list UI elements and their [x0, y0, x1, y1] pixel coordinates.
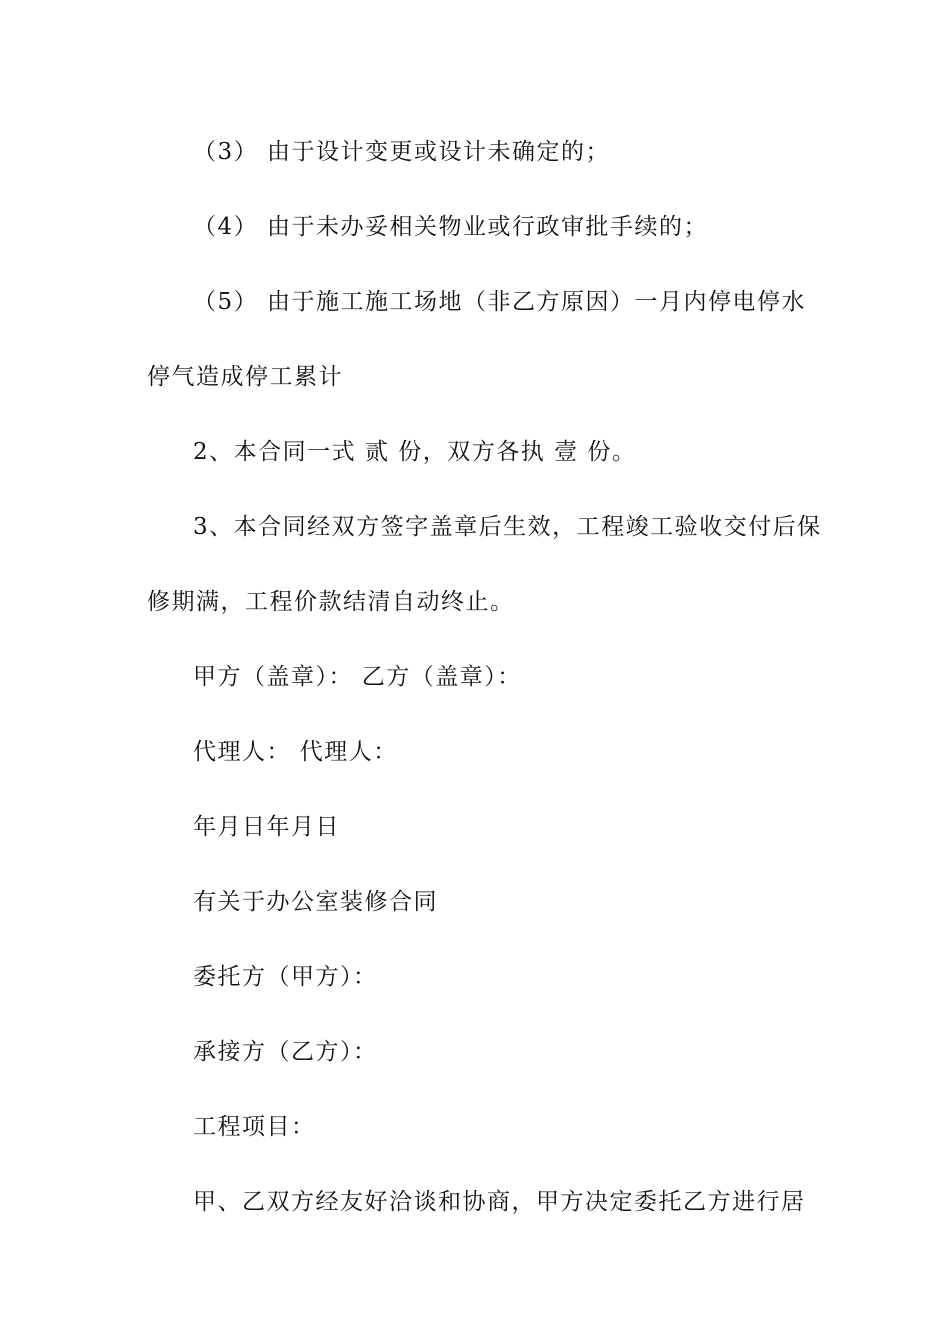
- contractor-party-field: 承接方（乙方）：: [193, 1039, 378, 1065]
- clause-item-5-continuation: 停气造成停工累计: [147, 364, 343, 390]
- clause-item-4: （4） 由于未办妥相关物业或行政审批手续的；: [193, 214, 708, 240]
- client-party-field: 委托方（甲方）：: [193, 964, 378, 990]
- clause-item-3: （3） 由于设计变更或设计未确定的；: [193, 139, 610, 165]
- party-seal-line: 甲方（盖章）： 乙方（盖章）：: [193, 664, 522, 690]
- clause-item-5: （5） 由于施工施工场地（非乙方原因）一月内停电停水: [193, 289, 806, 315]
- date-line: 年月日年月日: [193, 814, 340, 840]
- contract-title: 有关于办公室装修合同: [193, 889, 438, 915]
- project-field: 工程项目：: [193, 1114, 316, 1140]
- contract-effect-clause-continuation: 修期满，工程价款结清自动终止。: [147, 589, 515, 615]
- contract-copies-clause: 2、本合同一式 贰 份，双方各执 壹 份。: [193, 439, 637, 465]
- contract-preamble: 甲、乙双方经友好洽谈和协商，甲方决定委托乙方进行居: [193, 1189, 806, 1215]
- contract-effect-clause: 3、本合同经双方签字盖章后生效，工程竣工验收交付后保: [193, 514, 822, 540]
- agent-line: 代理人： 代理人：: [193, 739, 398, 765]
